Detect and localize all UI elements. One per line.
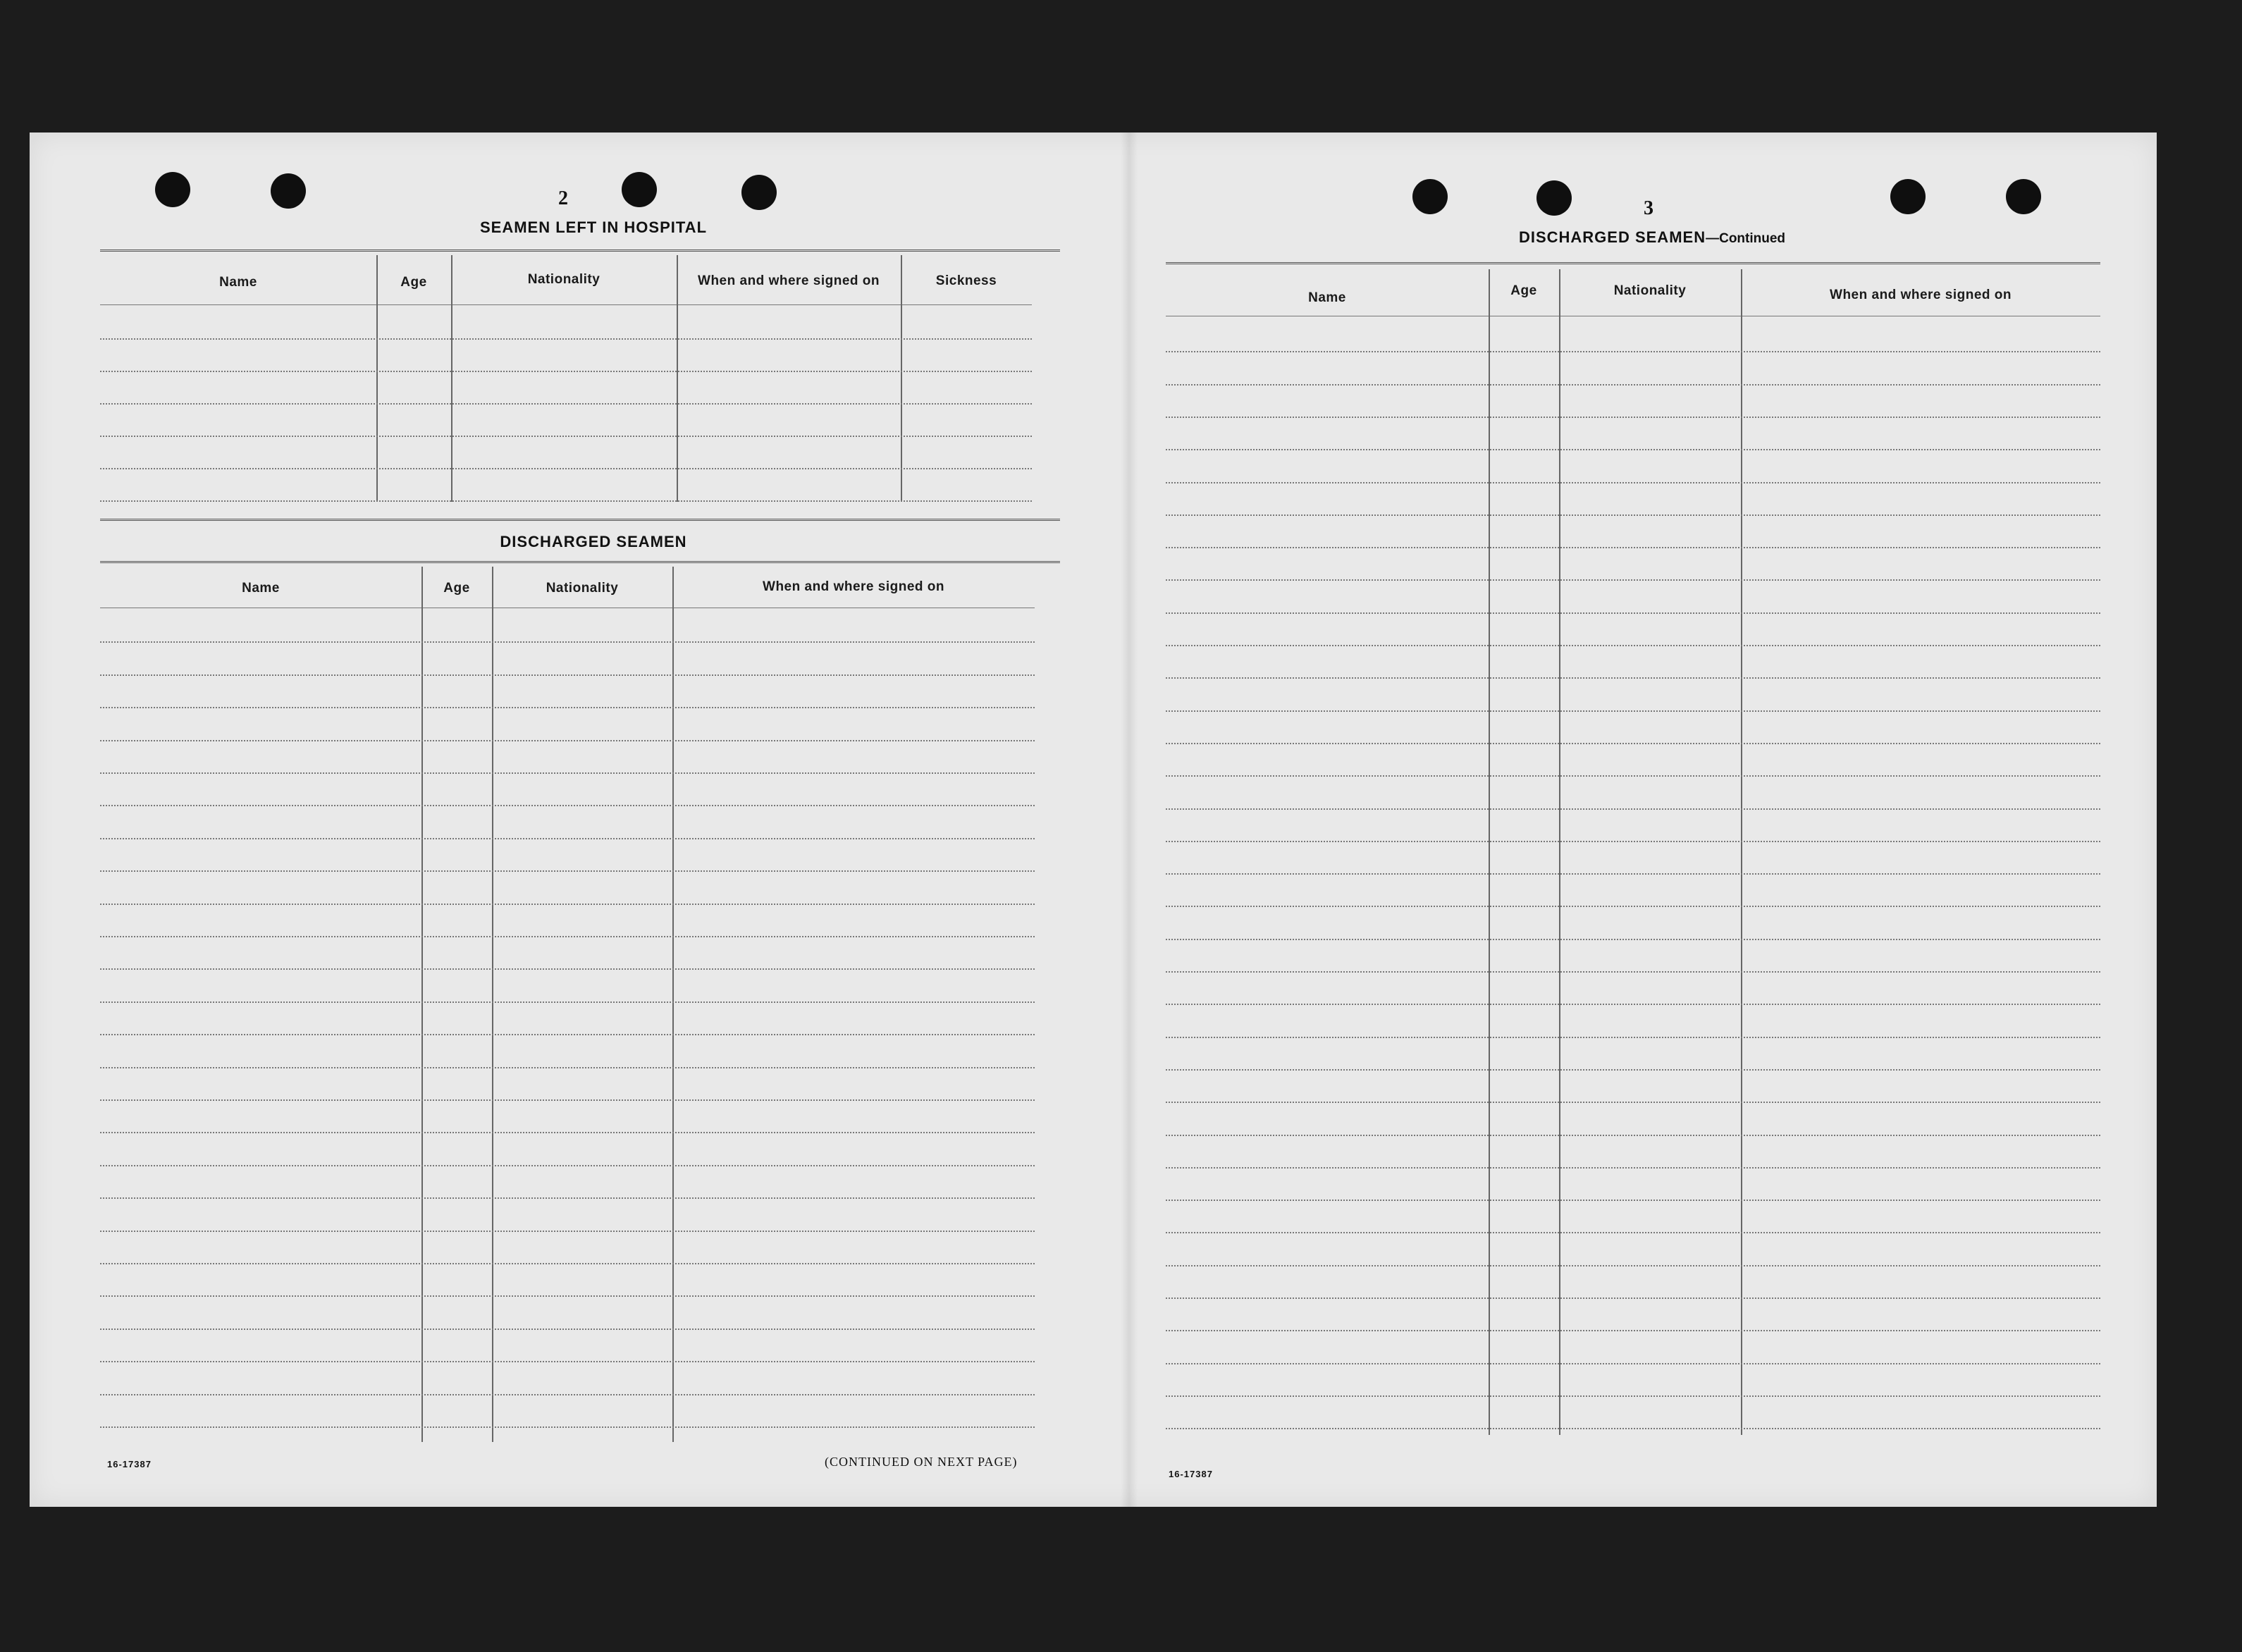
table-row bbox=[1166, 645, 2100, 646]
column-header-nationality: Nationality bbox=[1613, 283, 1687, 298]
section-rule bbox=[1166, 262, 2100, 264]
table-row bbox=[100, 1295, 1035, 1297]
column-divider bbox=[451, 255, 452, 502]
table-row bbox=[100, 1426, 1035, 1428]
continued-note: (CONTINUED ON NEXT PAGE) bbox=[825, 1455, 1018, 1469]
table-row bbox=[1166, 1363, 2100, 1364]
table-row bbox=[1166, 841, 2100, 842]
column-divider bbox=[677, 255, 678, 502]
column-header-age: Age bbox=[443, 581, 470, 596]
column-divider bbox=[901, 255, 902, 502]
form-code: 16-17387 bbox=[1169, 1469, 1213, 1479]
table-row bbox=[100, 1197, 1035, 1199]
table-row bbox=[100, 641, 1035, 643]
column-header-signed-on: When and where signed on bbox=[698, 273, 880, 288]
section-rule bbox=[100, 519, 1060, 521]
table-row bbox=[100, 870, 1035, 872]
table-row bbox=[1166, 1297, 2100, 1299]
section-rule bbox=[100, 561, 1060, 563]
table-row bbox=[100, 1001, 1035, 1003]
column-divider bbox=[376, 255, 378, 502]
page-fold bbox=[1121, 132, 1138, 1507]
table-row bbox=[100, 805, 1035, 806]
column-header-name: Name bbox=[1308, 290, 1346, 305]
table-row bbox=[1166, 677, 2100, 679]
table-row bbox=[1166, 1428, 2100, 1429]
table-row bbox=[100, 1231, 1035, 1232]
column-header-age: Age bbox=[1510, 283, 1537, 298]
page-number: 2 bbox=[558, 187, 568, 209]
table-row bbox=[1166, 1135, 2100, 1136]
table-row bbox=[1166, 1167, 2100, 1169]
discharged-continued-title bbox=[1349, 228, 1955, 247]
table-row bbox=[1166, 514, 2100, 516]
table-row bbox=[100, 968, 1035, 970]
table-row bbox=[100, 674, 1035, 676]
table-row bbox=[1166, 1265, 2100, 1266]
table-row bbox=[100, 1394, 1035, 1395]
hospital-section-title: SEAMEN LEFT IN HOSPITAL bbox=[479, 218, 708, 236]
table-row bbox=[1166, 710, 2100, 712]
table-row bbox=[100, 1329, 1035, 1330]
table-row bbox=[100, 707, 1035, 708]
table-row bbox=[100, 1034, 1035, 1035]
table-row bbox=[1166, 1004, 2100, 1005]
column-divider bbox=[672, 567, 674, 1442]
table-row bbox=[1166, 449, 2100, 450]
table-row bbox=[1166, 1037, 2100, 1038]
table-row bbox=[100, 468, 1032, 469]
table-row bbox=[100, 838, 1035, 839]
page-number: 3 bbox=[1644, 197, 1653, 219]
column-header-nationality: Nationality bbox=[527, 272, 600, 287]
table-row bbox=[100, 1132, 1035, 1133]
table-row bbox=[1166, 547, 2100, 548]
table-row bbox=[1166, 971, 2100, 973]
title-main: DISCHARGED SEAMEN bbox=[1518, 228, 1706, 246]
table-row bbox=[100, 436, 1032, 437]
table-row bbox=[100, 1361, 1035, 1362]
document-sheet bbox=[30, 132, 2157, 1507]
table-row bbox=[100, 403, 1032, 405]
table-row bbox=[1166, 1395, 2100, 1397]
table-row bbox=[1166, 1069, 2100, 1071]
column-divider bbox=[1741, 269, 1742, 1435]
table-row bbox=[1166, 1232, 2100, 1233]
table-row bbox=[100, 904, 1035, 905]
column-header-name: Name bbox=[242, 581, 280, 596]
table-row bbox=[1166, 906, 2100, 907]
column-header-signed-on: When and where signed on bbox=[763, 579, 944, 594]
table-row bbox=[100, 1165, 1035, 1166]
discharged-continued-table bbox=[1166, 269, 2100, 1435]
table-row bbox=[1166, 351, 2100, 352]
table-header bbox=[100, 255, 1032, 305]
table-row bbox=[100, 1099, 1035, 1101]
table-row bbox=[100, 500, 1032, 502]
right-page bbox=[1138, 132, 2157, 1507]
column-header-name: Name bbox=[219, 275, 257, 290]
hospital-table bbox=[100, 255, 1032, 502]
form-code: 16-17387 bbox=[107, 1459, 152, 1469]
table-row bbox=[1166, 1200, 2100, 1201]
table-row bbox=[1166, 417, 2100, 418]
table-row bbox=[1166, 939, 2100, 940]
table-row bbox=[100, 338, 1032, 340]
column-header-signed-on: When and where signed on bbox=[1830, 288, 2012, 302]
table-row bbox=[1166, 1330, 2100, 1331]
column-divider bbox=[1559, 269, 1560, 1435]
discharged-section-title: DISCHARGED SEAMEN bbox=[500, 533, 687, 550]
title-suffix: —Continued bbox=[1706, 231, 1786, 246]
table-row bbox=[1166, 482, 2100, 483]
table-row bbox=[100, 371, 1032, 372]
column-header-age: Age bbox=[400, 275, 427, 290]
column-header-sickness: Sickness bbox=[935, 273, 997, 288]
table-row bbox=[100, 1263, 1035, 1264]
table-row bbox=[1166, 808, 2100, 810]
column-divider bbox=[1489, 269, 1490, 1435]
table-row bbox=[1166, 743, 2100, 744]
table-row bbox=[100, 772, 1035, 774]
left-page bbox=[30, 132, 1121, 1507]
column-divider bbox=[421, 567, 423, 1442]
table-row bbox=[1166, 384, 2100, 386]
discharged-table bbox=[100, 567, 1035, 1442]
table-row bbox=[100, 740, 1035, 741]
table-row bbox=[1166, 873, 2100, 875]
table-row bbox=[1166, 579, 2100, 581]
table-row bbox=[1166, 612, 2100, 614]
table-row bbox=[100, 936, 1035, 937]
table-row bbox=[1166, 775, 2100, 777]
table-row bbox=[100, 1067, 1035, 1068]
column-divider bbox=[492, 567, 493, 1442]
column-header-nationality: Nationality bbox=[546, 581, 619, 596]
table-header bbox=[100, 567, 1035, 608]
table-header bbox=[1166, 269, 2100, 316]
section-rule bbox=[100, 249, 1060, 252]
table-row bbox=[1166, 1102, 2100, 1103]
